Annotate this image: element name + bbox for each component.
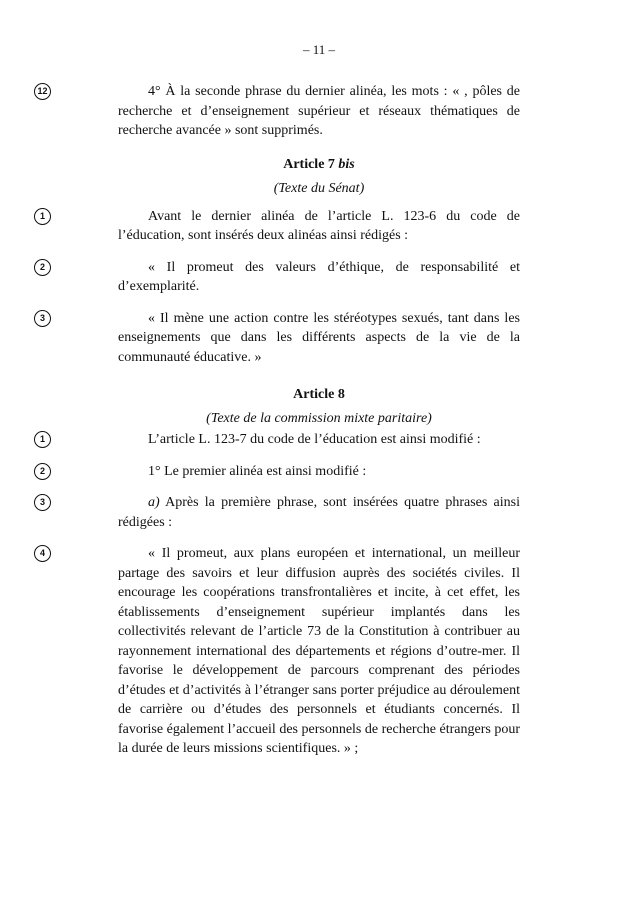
paragraph-number-marker: 12 <box>34 83 51 100</box>
article-8-paragraph-1 <box>39 430 520 450</box>
article-7bis-paragraph-1 <box>39 207 520 246</box>
paragraph-intro <box>37 82 520 141</box>
article-8-paragraph-2 <box>39 462 520 482</box>
article-7bis-subtitle: (Texte du Sénat) <box>273 180 365 196</box>
article-8-paragraph-3 <box>39 493 520 532</box>
article-8-paragraph-4 <box>39 544 520 759</box>
paragraph-text: Après la première phrase, sont insérées quatre phrases ainsi rédigées : <box>118 495 520 530</box>
article-8-title: Article 8 <box>293 387 345 402</box>
paragraph-text: Avant le dernier alinéa de l’article L. 123-6 du code de l’éducation, sont insérés deux alinéas ainsi rédigés : <box>118 208 520 243</box>
paragraph-prefix: a) <box>148 495 160 510</box>
paragraph-number-marker: 2 <box>34 259 51 276</box>
article-7bis-title: Article 7 bis <box>283 156 355 172</box>
article-7bis-paragraph-2 <box>39 258 520 297</box>
paragraph-text: L’article L. 123-7 du code de l’éducation est ainsi modifié : <box>148 432 481 447</box>
paragraph-number-marker: 3 <box>34 310 51 327</box>
document-body <box>37 82 520 759</box>
paragraph-number-marker: 2 <box>34 463 51 480</box>
paragraph-text: « Il promeut des valeurs d’éthique, de responsabilité et d’exemplarité. <box>118 259 520 294</box>
article-7bis-paragraph-3 <box>39 309 520 368</box>
paragraph-number-marker: 1 <box>34 431 51 448</box>
paragraph-text: « Il mène une action contre les stéréotypes sexués, tant dans les enseignements que dans les différents aspects de la vie de la communauté éducative. » <box>118 310 520 365</box>
paragraph-number-marker: 3 <box>34 494 51 511</box>
paragraph-text: 1° Le premier alinéa est ainsi modifié : <box>148 463 367 479</box>
page-number: – 11 – <box>302 42 336 57</box>
paragraph-number-marker: 1 <box>34 208 51 225</box>
paragraph-text: 4° À la seconde phrase du dernier alinéa, les mots : « , pôles de recherche et d’enseignement supérieur et réseaux thématiques de recherche avancée » sont supprimés. <box>118 84 520 138</box>
paragraph-number-marker: 4 <box>34 545 51 562</box>
paragraph-text: « Il promeut, aux plans européen et international, un meilleur partage des savoirs et leur diffusion auprès des sociétés civiles. Il encourage les coopérations transfrontalières et incite, à cet effet, les établissements d’enseignement supérieur implantés dans les collectivités relevant de l’article 73 de la Constitution à contribuer au rayonnement international des départements et régions d’outre-mer. Il favorise le développement de parcours comprenant des périodes d’études et d’activités à l’étranger sans porter préjudice au déroulement de carrière ou d’études des personnels et étudiants concernés. Il favorise également l’accueil des personnels de recherche étrangers pour la durée de leurs missions scientifiques. » ; <box>118 546 520 756</box>
article-8-subtitle: (Texte de la commission mixte paritaire) <box>206 411 432 426</box>
